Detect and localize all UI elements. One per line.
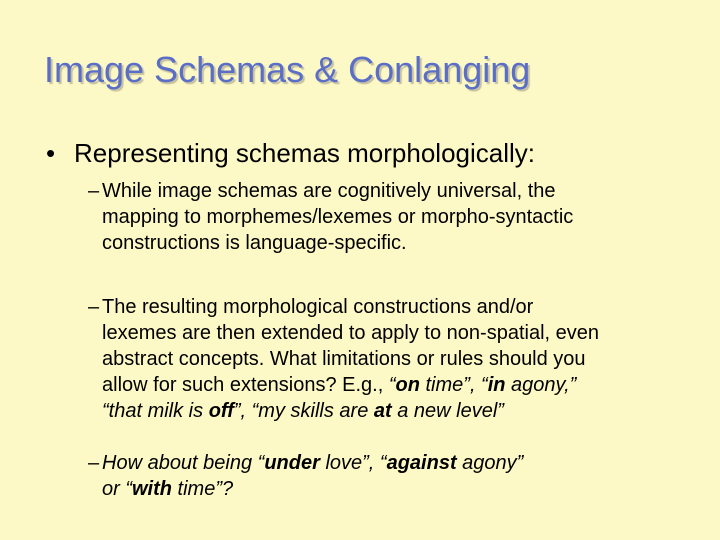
text-line: abstract concepts. What limitations or rules should you — [102, 348, 586, 370]
bullet-marker: • — [46, 138, 56, 168]
text-line: constructions is language-specific. — [102, 232, 407, 254]
example-against: against — [386, 452, 457, 474]
example-text: agony,” — [505, 374, 577, 396]
example-on: on — [395, 374, 420, 396]
example-off: off — [208, 400, 234, 422]
quote-open: “ — [388, 374, 396, 396]
text-segment: allow for such extensions? E.g., — [102, 374, 389, 396]
example-in: in — [487, 374, 506, 396]
dash-marker: – — [88, 180, 100, 202]
subbullet-text — [102, 450, 712, 502]
text-line: lexemes are then extended to apply to non-spatial, even — [102, 322, 599, 344]
subbullet-text — [102, 178, 712, 256]
example-text: a new level” — [391, 400, 504, 422]
example-under: under — [264, 452, 320, 474]
dash-marker: – — [88, 296, 100, 318]
example-text: ”, “my skills are — [233, 400, 374, 422]
example-text: or “ — [102, 478, 132, 500]
text-line-examples — [102, 398, 712, 424]
text-line: mapping to morphemes/lexemes or morpho-syntactic — [102, 206, 574, 228]
example-text: How about being “ — [102, 452, 265, 474]
text-line: The resulting morphological constructions and/or — [102, 296, 534, 318]
bullet-text: Representing schemas morphologically: — [74, 138, 536, 168]
subbullet-text — [102, 294, 712, 424]
example-with: with — [132, 478, 172, 500]
text-line — [102, 450, 712, 476]
example-text: time”? — [172, 478, 234, 500]
example-text: “that milk is — [102, 400, 209, 422]
slide-title: Image Schemas & Conlanging — [44, 49, 531, 90]
text-line-examples — [102, 372, 712, 398]
example-at: at — [373, 400, 392, 422]
example-text: agony” — [456, 452, 524, 474]
example-text: love”, “ — [319, 452, 387, 474]
text-line: While image schemas are cognitively universal, the — [102, 180, 556, 202]
dash-marker: – — [88, 452, 100, 474]
example-text: time”, “ — [419, 374, 488, 396]
text-line — [102, 476, 712, 502]
